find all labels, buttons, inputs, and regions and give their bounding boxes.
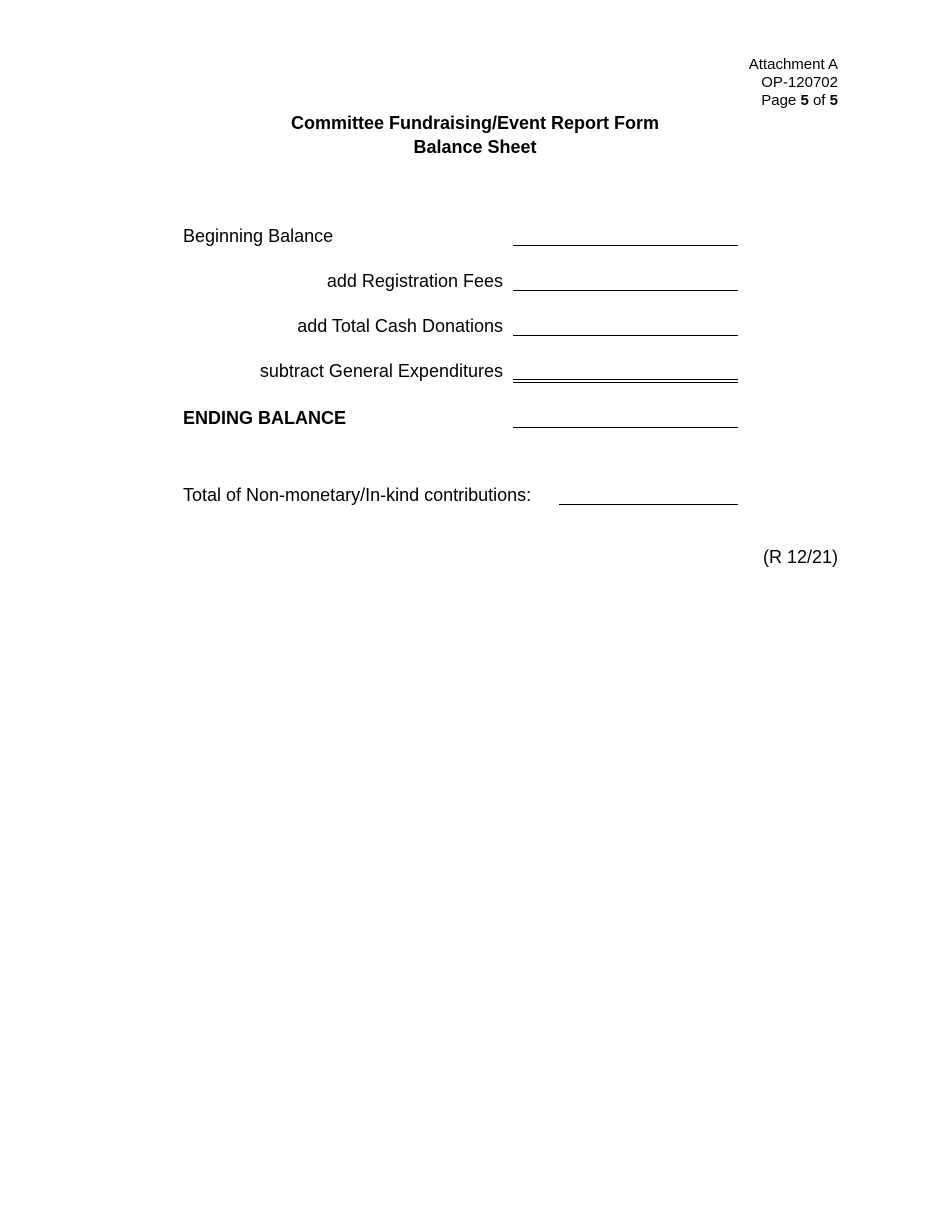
cash-donations-row [183, 314, 738, 340]
page-current: 5 [800, 92, 809, 109]
document-header [749, 56, 838, 110]
form-title-line1: Committee Fundraising/Event Report Form [290, 113, 660, 133]
ending-balance-row [183, 406, 738, 432]
cash-donations-field[interactable] [513, 335, 738, 336]
in-kind-total-field[interactable] [559, 504, 738, 505]
registration-fees-label: add Registration Fees [326, 271, 503, 291]
beginning-balance-field[interactable] [513, 245, 738, 246]
form-title-line2: Balance Sheet [413, 137, 537, 157]
ending-balance-label: ENDING BALANCE [183, 408, 347, 428]
form-title [0, 111, 950, 159]
ending-balance-field[interactable] [513, 427, 738, 428]
registration-fees-field[interactable] [513, 290, 738, 291]
in-kind-total-label: Total of Non-monetary/In-kind contributions: [183, 485, 532, 505]
page-of: of [812, 92, 826, 109]
registration-fees-row [183, 269, 738, 295]
page-prefix: Page [761, 92, 797, 109]
page-indicator [749, 92, 838, 110]
beginning-balance-row [183, 224, 738, 250]
general-expenditures-label: subtract General Expenditures [259, 361, 503, 381]
cash-donations-label: add Total Cash Donations [297, 316, 503, 336]
document-number: OP-120702 [761, 74, 838, 91]
general-expenditures-field[interactable] [513, 379, 738, 383]
revision-code: (R 12/21) [762, 547, 838, 567]
beginning-balance-label: Beginning Balance [183, 226, 334, 246]
page-total: 5 [829, 92, 838, 109]
attachment-label: Attachment A [748, 56, 838, 73]
in-kind-total-row [183, 483, 738, 509]
general-expenditures-row [183, 359, 738, 385]
